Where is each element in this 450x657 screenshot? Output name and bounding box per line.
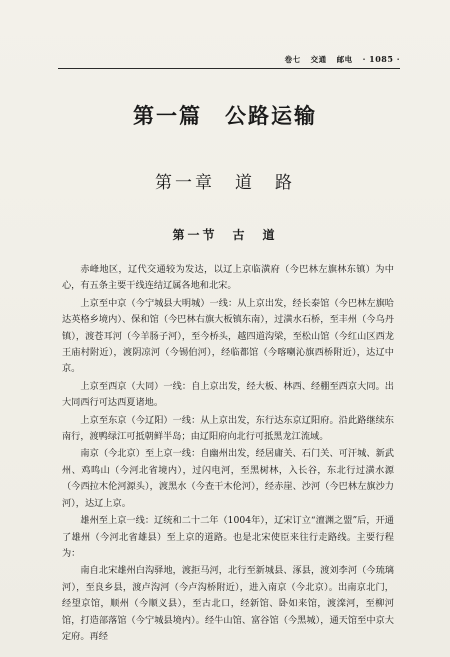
paragraph: 南自北宋雄州白沟驿地，渡拒马河，北行至新城县、涿县，渡刘李河（今琉璃河），至良乡县，渡卢沟河（今卢沟桥附近），进入南京（今北京）。出南京北门，经望京馆，顺州（今顺义县），至古北口，经新馆、卧如来馆，渡滦河，至柳河馆，打造部落馆（今宁城县境内）。经牛山馆、富谷馆（今黑城），通天馆至中京大定府。再经 bbox=[62, 565, 394, 642]
paragraph: 赤峰地区，辽代交通较为发达，以辽上京临潢府（今巴林左旗林东镇）为中心，有五条主要干线连结辽属各地和北宋。 bbox=[62, 264, 394, 292]
part-title: 第一篇 公路运输 bbox=[133, 104, 317, 128]
page-number: · 1085 · bbox=[362, 54, 400, 64]
paragraph: 上京至中京（今宁城县大明城）一线：从上京出发，经长泰馆（今巴林左旗哈达英格乡境内）、保和馆（今巴林右旗大板镇东南），过潢水石桥，至丰州（今乌丹镇），渡苍耳河（今羊肠子河），至今桥头，越四道沟梁，至松山馆（今红山区西龙王庙村附近），渡阴凉河（今锡伯河），经临都馆（今喀喇沁旗西桥附近），达辽中京。 bbox=[62, 297, 394, 375]
header-volume: 卷七 bbox=[284, 54, 301, 64]
paragraph: 上京至东京（今辽阳）一线：从上京出发，东行达东京辽阳府。沿此路继续东南行，渡鸭绿江可抵朝鲜半岛；由辽阳府向北行可抵黑龙江流域。 bbox=[62, 414, 394, 443]
section-title: 第一节 古 道 bbox=[172, 228, 278, 242]
paragraph: 南京（今北京）至上京一线：自幽州出发，经居庸关、石门关、可汗城、新武州、鸡鸣山（今河北省境内），过闪电河，至黑树林，入长谷，东北行过潢水源（今西拉木伦河源头），渡黑水（今查干木伦河），经赤崖、沙河（今巴林左旗沙力河），达辽上京。 bbox=[62, 448, 394, 509]
running-head bbox=[58, 52, 400, 66]
header-section: 交通 bbox=[310, 54, 327, 64]
body-text bbox=[62, 262, 394, 645]
chapter-title: 第一章 道 路 bbox=[155, 173, 295, 193]
header-rule bbox=[58, 68, 400, 69]
paragraph: 上京至西京（大同）一线：自上京出发，经大板、林西、经棚至西京大同。出大同西行可达西夏诸地。 bbox=[62, 380, 394, 409]
paragraph: 雄州至上京一线：辽统和二十二年（1004年），辽宋订立“澶渊之盟”后，开通了雄州（今河北省雄县）至上京的道路。也是北宋使臣来往行走路线。主要行程为： bbox=[62, 515, 394, 559]
header-subsection: 邮电 bbox=[336, 54, 353, 64]
